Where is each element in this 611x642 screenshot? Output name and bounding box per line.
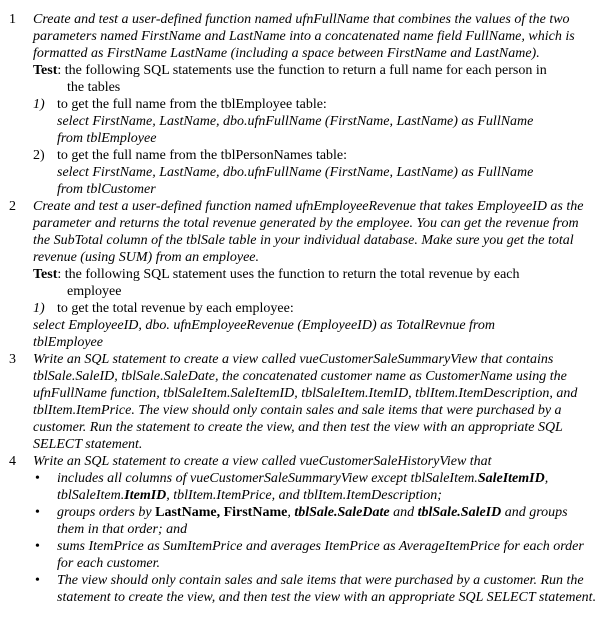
bullet-bold-text: tblSale.SaleID: [417, 505, 502, 520]
sql-code-line: tblEmployee: [33, 335, 103, 350]
bullet-item: [33, 572, 597, 606]
task-2: [0, 198, 597, 351]
test-text-continued: employee: [67, 284, 122, 299]
task-description: Write an SQL statement to create a view called vueCustomerSaleSummaryView that contains tblSale.SaleID, tblSale.SaleDate, the concatenated customer name as CustomerName using the ufnFullName function, tblSaleItem.SaleItemID, tblSaleItem.ItemID, tblItem.ItemDescription, and tblItem.ItemPrice. The view should only contain sales and sale items that were purchased by a customer. Run the statement to create the view, and then test the view with an appropriate SQL SELECT statement.: [33, 352, 578, 452]
task-number: 4: [9, 454, 16, 469]
subtask-number: 1): [33, 301, 45, 316]
test-text: : the following SQL statement uses the function to return the total revenue by each: [57, 267, 520, 282]
bullet-text: ,: [287, 505, 295, 520]
sql-code-line: from tblCustomer: [57, 182, 156, 197]
bullet-item: [33, 504, 597, 538]
bullet-text: includes all columns of vueCustomerSaleSummaryView except tblSaleItem.: [57, 471, 478, 486]
task-description: Create and test a user-defined function named ufnFullName that combines the values of the two parameters named FirstName and LastName into a concatenated name field FullName, which is formatted as FirstName LastName (including a space between FirstName and LastName).: [33, 12, 575, 61]
subtask-number: 2): [33, 148, 45, 163]
task-1: [0, 11, 597, 198]
test-line: [33, 266, 597, 283]
sql-code-line: select FirstName, LastName, dbo.ufnFullName (FirstName, LastName) as FullName: [57, 165, 534, 180]
subtask-text: to get the full name from the tblEmployee table:: [57, 97, 327, 112]
test-text-continued: the tables: [67, 80, 121, 95]
task-number: 2: [9, 199, 16, 214]
subtask-1: [33, 300, 597, 317]
task-number: 3: [9, 352, 16, 367]
bullet-text: , tblSaleItem.: [57, 471, 549, 503]
task-3: [0, 351, 597, 453]
subtask-text: to get the full name from the tblPersonNames table:: [57, 148, 348, 163]
bullet-icon: •: [35, 505, 40, 520]
task-number: 1: [9, 12, 16, 27]
bullet-text: groups orders by: [57, 505, 156, 520]
subtask-number: 1): [33, 97, 45, 112]
bullet-text: , tblItem.ItemPrice, and tblItem.ItemDescription;: [166, 488, 442, 503]
sql-code-line: select FirstName, LastName, dbo.ufnFullName (FirstName, LastName) as FullName: [57, 114, 534, 129]
bullet-item: [33, 470, 597, 504]
test-label: Test: [33, 63, 58, 78]
sql-code-line: from tblEmployee: [57, 131, 157, 146]
bullet-icon: •: [35, 471, 40, 486]
test-label: Test: [33, 267, 58, 282]
test-text: : the following SQL statements use the function to return a full name for each person in: [57, 63, 547, 78]
task-4: [0, 453, 597, 606]
bullet-icon: •: [35, 573, 40, 588]
subtask-2: [33, 147, 597, 198]
bullet-bold-text: SaleItemID: [477, 471, 545, 486]
bullet-text: and: [389, 505, 418, 520]
task-description: Write an SQL statement to create a view called vueCustomerSaleHistoryView that: [33, 454, 492, 469]
task-description: Create and test a user-defined function named ufnEmployeeRevenue that takes EmployeeID as the parameter and returns the total revenue generated by the employee. You can get the revenue from the SubTotal column of the tblSale table in your individual database. Make sure you get the total revenue (using SUM) from an employee.: [33, 199, 584, 265]
bullet-icon: •: [35, 539, 40, 554]
bullet-text: sums ItemPrice as SumItemPrice and averages ItemPrice as AverageItemPrice for each order for each customer.: [57, 539, 584, 571]
test-line: [33, 62, 597, 79]
bullet-bold-text: tblSale.SaleDate: [294, 505, 390, 520]
bullet-bold-text: ItemID: [124, 488, 167, 503]
bullet-text: and groups them in that order; and: [57, 505, 568, 537]
bullet-bold-text: LastName, FirstName: [155, 505, 288, 520]
sql-code-line: select EmployeeID, dbo. ufnEmployeeRevenue (EmployeeID) as TotalRevnue from: [33, 318, 495, 333]
bullet-item: [33, 538, 597, 572]
subtask-1: [33, 96, 597, 147]
subtask-text: to get the total revenue by each employee:: [57, 301, 294, 316]
bullet-text: The view should only contain sales and sale items that were purchased by a customer. Run the statement to create the view, and then test the view with an appropriate SQL SELECT statement.: [57, 573, 597, 605]
